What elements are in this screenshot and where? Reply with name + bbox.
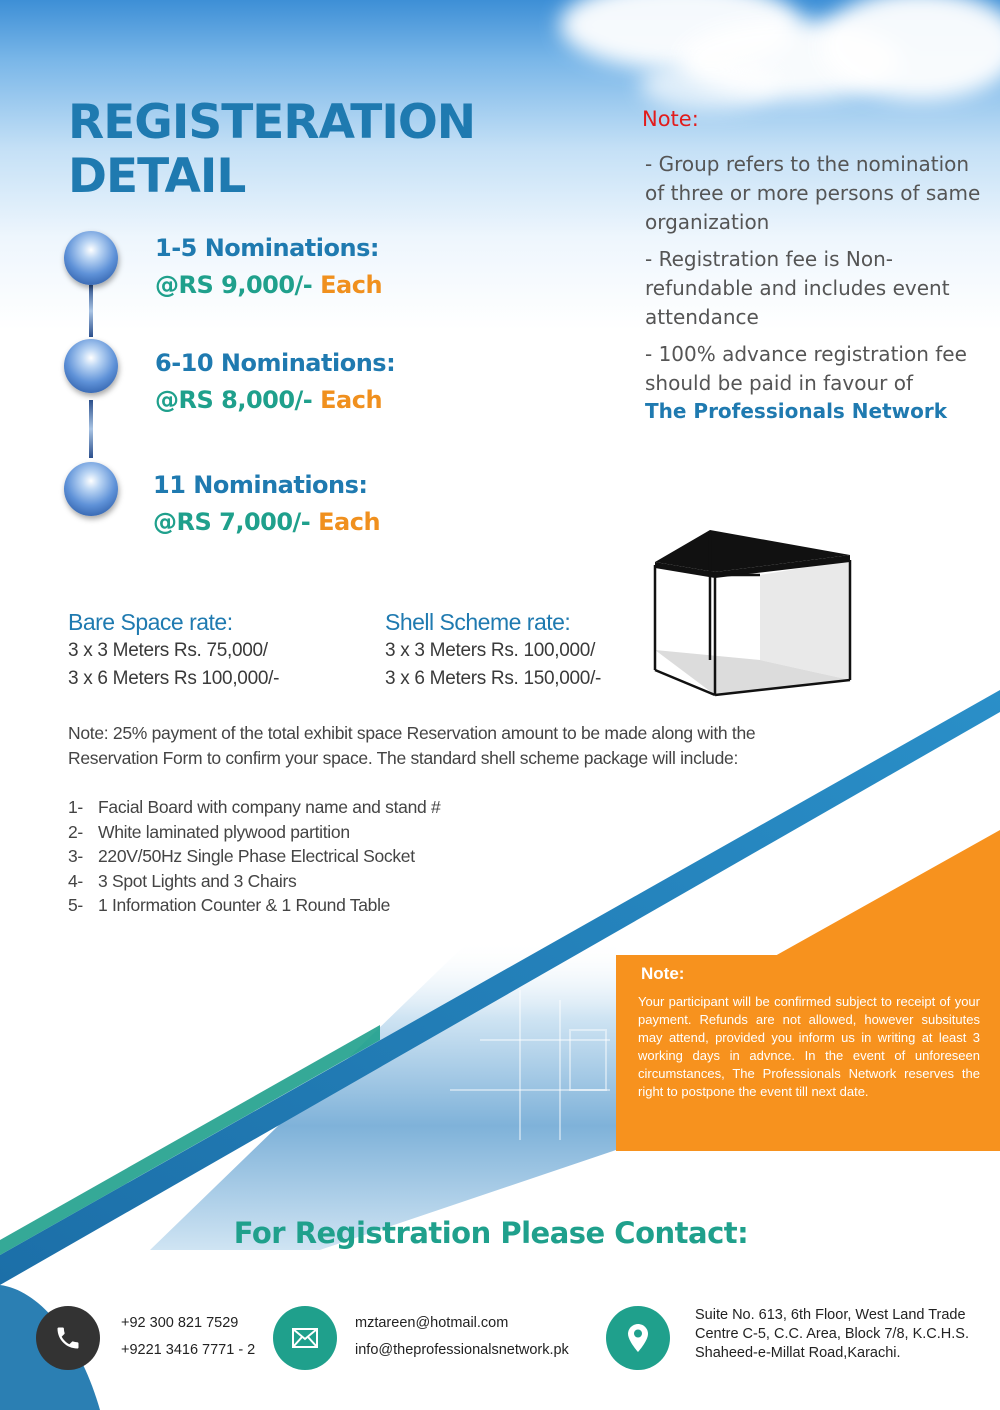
item-text: 1 Information Counter & 1 Round Table xyxy=(98,895,391,915)
note-heading: Note: xyxy=(642,107,699,131)
bare-space-heading: Bare Space rate: xyxy=(68,609,233,635)
timeline-connector xyxy=(89,285,93,337)
item-number: 4- xyxy=(68,871,83,891)
package-item xyxy=(68,822,350,843)
nomination-label: 1-5 Nominations: xyxy=(155,234,379,262)
orange-note-body: Your participant will be confirmed subject to receipt of your payment. Refunds are not allowed, however subsitutes may attend, provided you inform us in writing at least 3 working days in advnce. In the event of unforeseen circumstances, The Professionals Network reserves the right to postpone the event till next date. xyxy=(638,994,980,1099)
item-text: 220V/50Hz Single Phase Electrical Socket xyxy=(98,846,415,866)
item-text: White laminated plywood partition xyxy=(98,822,350,842)
phone-icon-circle xyxy=(36,1306,100,1370)
location-pin-icon xyxy=(627,1323,649,1353)
phone-number[interactable]: +92 300 821 7529 xyxy=(121,1315,239,1331)
note-item: - Group refers to the nomination of three or more persons of same organization xyxy=(645,152,981,234)
note-organization: The Professionals Network xyxy=(645,399,948,423)
price-suffix: Each xyxy=(318,508,381,536)
phone-number[interactable]: +9221 3416 7771 - 2 xyxy=(121,1342,256,1358)
price-value: @RS 7,000/- xyxy=(153,508,311,536)
shell-scheme-rate: 3 x 3 Meters Rs. 100,000/ xyxy=(385,640,596,661)
package-item xyxy=(68,871,296,892)
contact-heading: For Registration Please Contact: xyxy=(233,1216,749,1250)
email-icon-circle xyxy=(273,1306,337,1370)
note-item: - 100% advance registration fee should be paid in favour of xyxy=(645,342,967,395)
shell-scheme-rate: 3 x 6 Meters Rs. 150,000/- xyxy=(385,668,602,689)
nomination-price xyxy=(155,271,382,299)
price-suffix: Each xyxy=(320,271,383,299)
page-title xyxy=(68,96,475,204)
price-suffix: Each xyxy=(320,386,383,414)
title-line-1: REGISTERATION xyxy=(68,95,476,150)
package-item xyxy=(68,797,440,818)
phone-icon xyxy=(54,1324,82,1352)
package-item xyxy=(68,895,390,916)
item-text: 3 Spot Lights and 3 Chairs xyxy=(98,871,297,891)
price-value: @RS 9,000/- xyxy=(155,271,313,299)
address: Suite No. 613, 6th Floor, West Land Trade Centre C-5, C.C. Area, Block 7/8, K.C.H.S. Shaheed-e-Millat Road,Karachi. xyxy=(695,1307,969,1361)
booth-illustration xyxy=(640,520,860,700)
email-address[interactable]: mztareen@hotmail.com xyxy=(355,1315,509,1331)
nomination-price xyxy=(153,508,380,536)
item-number: 3- xyxy=(68,846,83,866)
email-address[interactable]: info@theprofessionalsnetwork.pk xyxy=(355,1342,569,1358)
nomination-label: 11 Nominations: xyxy=(153,471,368,499)
timeline-connector xyxy=(89,400,93,458)
location-icon-circle xyxy=(606,1306,670,1370)
note-item: - Registration fee is Non-refundable and includes event attendance xyxy=(645,247,950,329)
orange-note-title: Note: xyxy=(641,964,685,983)
item-number: 1- xyxy=(68,797,83,817)
email-icon xyxy=(292,1328,318,1348)
price-value: @RS 8,000/- xyxy=(155,386,313,414)
item-number: 5- xyxy=(68,895,83,915)
bare-space-rate: 3 x 3 Meters Rs. 75,000/ xyxy=(68,640,268,661)
shell-scheme-heading: Shell Scheme rate: xyxy=(385,609,571,635)
timeline-bullet xyxy=(64,462,118,516)
timeline-bullet xyxy=(64,231,118,285)
bare-space-rate: 3 x 6 Meters Rs 100,000/- xyxy=(68,668,280,689)
timeline-bullet xyxy=(64,339,118,393)
package-item xyxy=(68,846,415,867)
title-line-2: DETAIL xyxy=(68,149,246,204)
nomination-label: 6-10 Nominations: xyxy=(155,349,396,377)
nomination-price xyxy=(155,386,382,414)
item-number: 2- xyxy=(68,822,83,842)
item-text: Facial Board with company name and stand # xyxy=(98,797,441,817)
payment-note: Note: 25% payment of the total exhibit space Reservation amount to be made along with the Reservation Form to confirm your space. The standard shell scheme package will include: xyxy=(68,723,756,768)
